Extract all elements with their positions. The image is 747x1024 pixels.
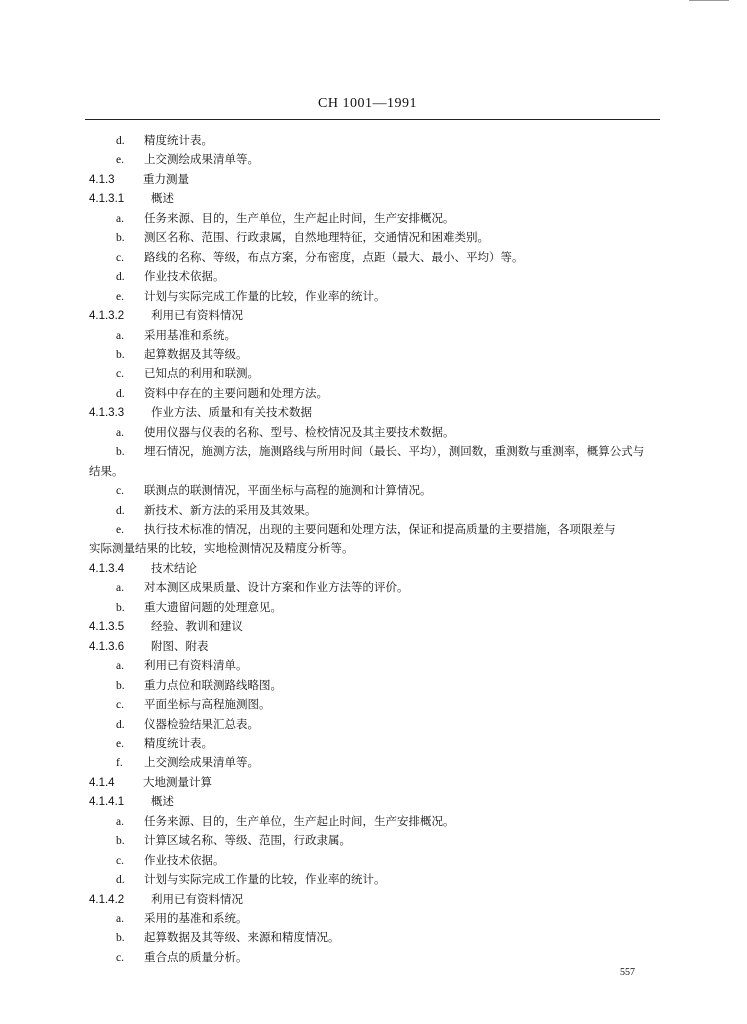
line-text: 测区名称、范围、行政隶属，自然地理特征，交通情况和困难类别。: [144, 230, 489, 245]
item-marker: a.: [116, 815, 124, 828]
list-item: [116, 697, 271, 712]
subsection-heading: [89, 191, 174, 206]
item-marker: a.: [116, 329, 124, 342]
subsection-heading: [89, 561, 197, 576]
item-marker: c.: [116, 485, 124, 498]
list-item: [116, 872, 386, 887]
subsection-number: 4.1.3.6: [89, 640, 125, 653]
item-marker: c.: [116, 368, 124, 381]
subsection-heading: [89, 892, 243, 907]
item-marker: d.: [116, 718, 125, 731]
line-text: 附图、附表: [151, 638, 209, 653]
item-marker: c.: [116, 951, 124, 964]
standard-code-header: CH 1001—1991: [318, 96, 417, 111]
list-item: [116, 152, 259, 167]
line-text: 技术结论: [151, 560, 197, 575]
line-text: 经验、教训和建议: [151, 619, 243, 634]
line-text: 执行技术标准的情况，出现的主要问题和处理方法，保证和提高质量的主要措施，各项限差与: [144, 522, 616, 536]
line-text: 仪器检验结果汇总表。: [144, 716, 259, 731]
list-item: [116, 133, 213, 148]
line-text: 大地测量计算: [143, 774, 212, 789]
item-marker: e.: [116, 154, 124, 167]
line-text: 任务来源、目的，生产单位，生产起止时间，生产安排概况。: [144, 210, 455, 225]
item-marker: e.: [116, 524, 124, 536]
line-text: 埋石情况，施测方法，施测路线与所用时间（最长、平均），测回数，重测数与重测率，概算公式与: [144, 444, 645, 459]
item-marker: d.: [116, 135, 125, 147]
list-item: [116, 211, 455, 226]
list-item: [116, 911, 248, 926]
list-item: [116, 289, 386, 304]
subsection-number: 4.1.3.5: [89, 621, 125, 634]
subsection-heading: [89, 308, 243, 323]
line-text: 作业方法、质量和有关技术数据: [151, 405, 312, 420]
line-text: 计划与实际完成工作量的比较，作业率的统计。: [144, 872, 386, 887]
subsection-number: 4.1.4.1: [89, 796, 125, 809]
line-text: 作业技术依据。: [144, 852, 225, 867]
list-item: [116, 717, 259, 732]
line-text: 资料中存在的主要问题和处理方法。: [144, 385, 328, 400]
item-marker: f.: [116, 757, 123, 770]
item-marker: b.: [116, 835, 125, 848]
list-item: [116, 600, 282, 615]
subsection-number: 4.1.3.3: [89, 407, 125, 420]
line-text: 已知点的利用和联测。: [144, 366, 259, 381]
list-item: [116, 250, 524, 265]
list-item: [116, 950, 248, 965]
item-marker: a.: [116, 660, 124, 673]
item-marker: e.: [116, 737, 124, 750]
item-marker: a.: [116, 426, 124, 439]
line-text: 概述: [151, 191, 174, 206]
line-text: 起算数据及其等级、来源和精度情况。: [144, 930, 340, 945]
subsection-heading: [89, 405, 312, 420]
list-item: [116, 328, 236, 343]
line-text: 概述: [151, 794, 174, 809]
list-item: [116, 269, 225, 284]
line-text: 联测点的联测情况，平面坐标与高程的施测和计算情况。: [144, 483, 432, 498]
list-item: [116, 230, 489, 245]
subsection-number: 4.1.3.1: [89, 193, 125, 206]
line-text: 平面坐标与高程施测图。: [144, 697, 271, 712]
subsection-number: 4.1.4.2: [89, 893, 125, 906]
item-marker: c.: [116, 699, 124, 712]
subsection-number: 4.1.3.4: [89, 562, 125, 575]
line-text: 新技术、新方法的采用及其效果。: [144, 502, 317, 517]
list-item: [116, 755, 259, 770]
header-rule: [85, 119, 660, 120]
line-text: 利用已有资料情况: [151, 891, 243, 906]
item-marker: a.: [116, 913, 124, 925]
subsection-heading: [89, 639, 209, 654]
section-number: 4.1.3: [89, 173, 115, 186]
line-text: 作业技术依据。: [144, 269, 225, 284]
list-item: [116, 658, 248, 673]
subsection-heading: [89, 619, 243, 634]
list-item: [116, 580, 409, 595]
list-item: [116, 736, 213, 751]
item-marker: c.: [116, 251, 124, 264]
line-text: 任务来源、目的，生产单位，生产起止时间，生产安排概况。: [144, 813, 455, 828]
section-heading: [89, 172, 189, 187]
item-marker: d.: [116, 874, 125, 887]
item-marker: b.: [116, 232, 125, 245]
list-item: [116, 522, 616, 537]
list-item: [116, 853, 225, 868]
section-heading: [89, 775, 212, 790]
line-text: 路线的名称、等级，布点方案，分布密度，点距（最大、最小、平均）等。: [144, 249, 524, 264]
line-text: 实际测量结果的比较，实地检测情况及精度分析等。: [89, 541, 354, 556]
line-text: 上交测绘成果清单等。: [144, 152, 259, 167]
list-item: [116, 483, 432, 498]
line-text: 精度统计表。: [144, 133, 213, 147]
line-text: 重力测量: [143, 171, 189, 186]
list-item: [116, 930, 340, 945]
line-text: 采用的基准和系统。: [144, 911, 248, 925]
section-number: 4.1.4: [89, 776, 115, 789]
subsection-heading: [89, 794, 174, 809]
line-text: 起算数据及其等级。: [144, 346, 248, 361]
line-text: 采用基准和系统。: [144, 327, 236, 342]
list-item: [116, 366, 259, 381]
line-text: 利用已有资料情况: [151, 308, 243, 323]
list-item: [116, 386, 328, 401]
item-marker: b.: [116, 446, 125, 459]
continuation-line: [89, 541, 354, 555]
line-text: 重力点位和联测路线略图。: [144, 677, 282, 692]
line-text: 计算区域名称、等级、范围，行政隶属。: [144, 833, 351, 848]
item-marker: d.: [116, 387, 125, 400]
line-text: 精度统计表。: [144, 735, 213, 750]
line-text: 计划与实际完成工作量的比较，作业率的统计。: [144, 288, 386, 303]
item-marker: a.: [116, 582, 124, 595]
continuation-line: [89, 464, 124, 478]
item-marker: b.: [116, 348, 125, 361]
item-marker: c.: [116, 854, 124, 867]
item-marker: a.: [116, 212, 124, 225]
list-item: [116, 347, 248, 362]
item-marker: b.: [116, 932, 125, 945]
item-marker: d.: [116, 271, 125, 284]
list-item: [116, 503, 317, 518]
line-text: 重大遗留问题的处理意见。: [144, 599, 282, 614]
line-text: 结果。: [89, 463, 124, 478]
list-item: [116, 425, 455, 440]
line-text: 利用已有资料清单。: [144, 658, 248, 673]
page-number: 557: [620, 967, 635, 978]
line-text: 使用仪器与仪表的名称、型号、检校情况及其主要技术数据。: [144, 424, 455, 439]
line-text: 对本测区成果质量、设计方案和作业方法等的评价。: [144, 580, 409, 595]
subsection-number: 4.1.3.2: [89, 310, 125, 323]
line-text: 重合点的质量分析。: [144, 949, 248, 964]
list-item: [116, 833, 351, 848]
item-marker: e.: [116, 290, 124, 303]
list-item: [116, 444, 644, 459]
scan-edge-mark: [689, 0, 729, 5]
item-marker: d.: [116, 504, 125, 517]
list-item: [116, 814, 455, 829]
line-text: 上交测绘成果清单等。: [144, 755, 259, 770]
list-item: [116, 678, 282, 693]
item-marker: b.: [116, 601, 125, 614]
item-marker: b.: [116, 679, 125, 692]
